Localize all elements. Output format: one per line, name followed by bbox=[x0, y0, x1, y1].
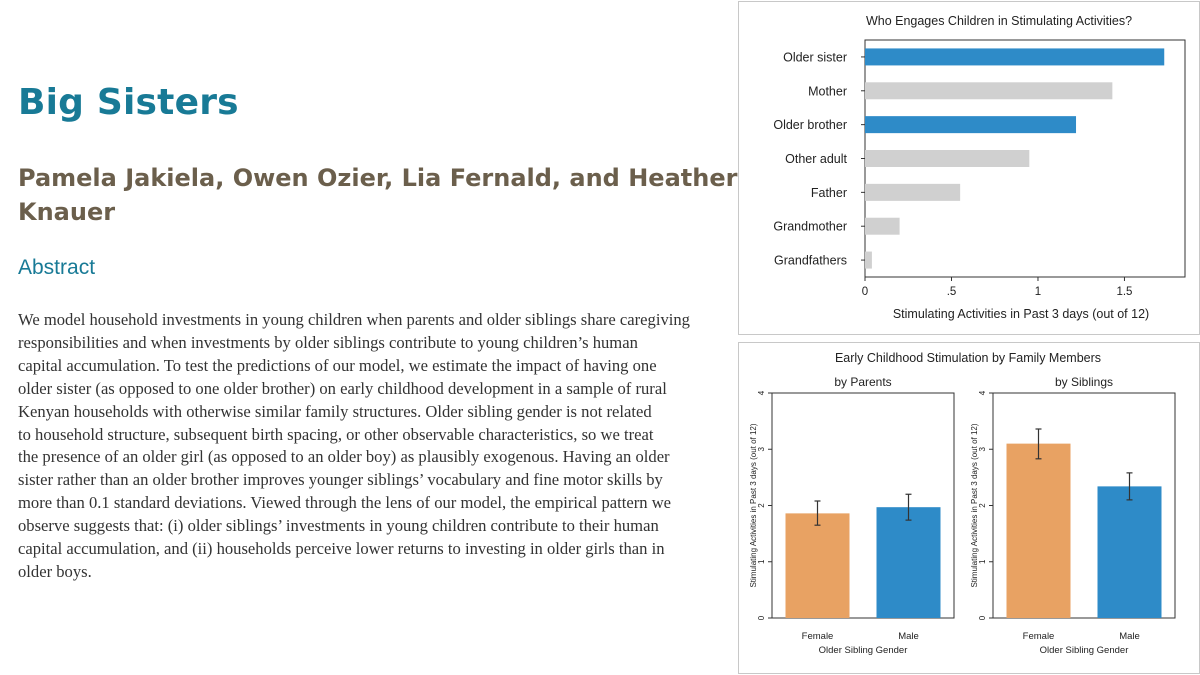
y-tick-label: 4 bbox=[757, 390, 766, 396]
panel-subtitle: by Siblings bbox=[1054, 375, 1114, 389]
bar-mother bbox=[865, 82, 1112, 99]
x-tick-label: Female bbox=[1022, 631, 1055, 642]
y-tick-label: 3 bbox=[978, 447, 987, 452]
y-tick-label: 0 bbox=[757, 615, 766, 621]
x-axis-label: Stimulating Activities in Past 3 days (out of 12) bbox=[892, 307, 1150, 321]
engagement-chart-panel bbox=[738, 1, 1200, 335]
bar-father bbox=[865, 184, 960, 201]
x-tick-label: Female bbox=[801, 631, 834, 642]
y-tick-label: Older sister bbox=[783, 50, 847, 65]
bar-male bbox=[877, 507, 941, 618]
x-tick-label: 1.5 bbox=[1116, 286, 1133, 298]
abstract-line: older sister (as opposed to one older brother) on early childhood development in a sample of rural bbox=[18, 378, 667, 398]
abstract-line: sister rather than an older brother improves younger siblings’ vocabulary and fine motor skills by bbox=[18, 470, 663, 490]
abstract-line: Kenyan households with otherwise similar family structures. Older sibling gender is not related bbox=[18, 401, 652, 421]
abstract-line: older boys. bbox=[18, 561, 92, 581]
y-tick-label: Older brother bbox=[773, 118, 847, 133]
abstract-line: to household structure, subsequent birth spacing, or other observable characteristics, so we treat bbox=[18, 424, 654, 444]
bar-grandfathers bbox=[865, 252, 872, 269]
chart-title: Who Engages Children in Stimulating Activities? bbox=[865, 14, 1133, 28]
y-tick-label: Other adult bbox=[785, 152, 847, 166]
y-tick-label: 3 bbox=[757, 447, 766, 452]
x-tick-label: Male bbox=[898, 631, 919, 642]
y-axis-label: Stimulating Activities in Past 3 days (out of 12) bbox=[749, 423, 758, 588]
abstract-line: more than 0.1 standard deviations. Viewed through the lens of our model, the empirical pattern we bbox=[18, 493, 672, 513]
x-axis-label: Older Sibling Gender bbox=[1039, 645, 1129, 656]
bar-older-sister bbox=[865, 48, 1164, 65]
bar-female bbox=[1007, 444, 1071, 618]
y-axis-label: Stimulating Activities in Past 3 days (out of 12) bbox=[970, 423, 979, 588]
y-tick-label: 1 bbox=[757, 559, 766, 564]
paper-authors: Pamela Jakiela, Owen Ozier, Lia Fernald, and Heather Knauer bbox=[18, 164, 738, 226]
stimulation-chart-panel bbox=[738, 342, 1200, 674]
y-tick-label: Grandfathers bbox=[774, 253, 847, 268]
x-tick-label: Male bbox=[1119, 631, 1140, 642]
abstract-heading: Abstract bbox=[18, 256, 96, 279]
abstract-body bbox=[18, 309, 690, 584]
y-tick-label: Mother bbox=[808, 84, 847, 99]
abstract-line: observe suggests that: (i) older siblings’ investments in young children contribute to their human bbox=[18, 516, 659, 536]
y-tick-label: 4 bbox=[978, 390, 987, 396]
x-axis-label: Older Sibling Gender bbox=[818, 645, 908, 656]
x-tick-label: 0 bbox=[861, 286, 869, 298]
abstract-line: responsibilities and when investments by older siblings contribute to young children’s human bbox=[18, 332, 638, 352]
paper-title: Big Sisters bbox=[18, 82, 239, 123]
abstract-line: capital accumulation, and (ii) households perceive lower returns to investing in older girls than in bbox=[18, 539, 665, 559]
x-tick-label: 1 bbox=[1034, 286, 1042, 298]
bar-male bbox=[1098, 486, 1162, 618]
panel-subtitle: by Parents bbox=[834, 375, 892, 389]
x-tick-label: .5 bbox=[946, 286, 957, 298]
bar-older-brother bbox=[865, 116, 1076, 133]
y-tick-label: 2 bbox=[757, 503, 766, 508]
y-tick-label: 2 bbox=[978, 503, 987, 508]
y-tick-label: 1 bbox=[978, 559, 987, 564]
y-tick-label: Father bbox=[810, 185, 847, 200]
engagement-bar-chart bbox=[739, 2, 1199, 334]
bar-other-adult bbox=[865, 150, 1029, 167]
bar-female bbox=[786, 513, 850, 618]
chart-title: Early Childhood Stimulation by Family Members bbox=[834, 351, 1102, 365]
abstract-line: the presence of an older girl (as opposed to an older boy) as plausibly exogenous. Having an older bbox=[18, 447, 670, 467]
y-tick-label: Grandmother bbox=[773, 219, 847, 234]
abstract-line: capital accumulation. To test the predictions of our model, we estimate the impact of having one bbox=[18, 355, 657, 375]
stimulation-bar-chart bbox=[739, 343, 1199, 673]
y-tick-label: 0 bbox=[978, 615, 987, 621]
abstract-line: We model household investments in young children when parents and older siblings share caregiving bbox=[18, 310, 690, 329]
bar-grandmother bbox=[865, 218, 900, 235]
